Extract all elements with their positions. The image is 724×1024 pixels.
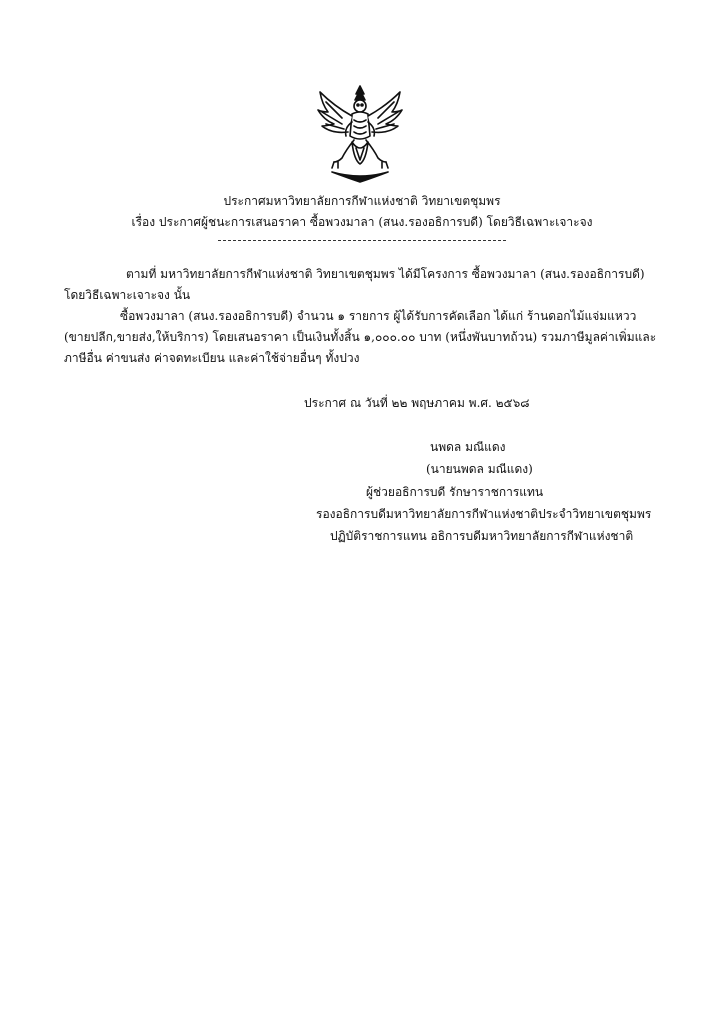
signer-position-2: รองอธิการบดีมหาวิทยาลัยการกีฬาแห่งชาติประจำวิทยาเขตชุมพร — [316, 507, 652, 521]
announcement-date: ประกาศ ณ วันที่ ๒๒ พฤษภาคม พ.ศ. ๒๕๖๘ — [304, 396, 530, 410]
signature-name: นพดล มณีแดง — [430, 440, 506, 454]
paragraph-2-line-2: (ขายปลีก,ขายส่ง,ให้บริการ) โดยเสนอราคา เป็นเงินทั้งสิ้น ๑,๐๐๐.๐๐ บาท (หนึ่งพันบาทถ้วน) รวมภาษีมูลค่าเพิ่มและ — [64, 330, 657, 344]
paragraph-1-line-2: โดยวิธีเฉพาะเจาะจง นั้น — [64, 288, 191, 302]
divider-line — [218, 240, 506, 241]
signer-position-3: ปฏิบัติราชการแทน อธิการบดีมหาวิทยาลัยการกีฬาแห่งชาติ — [330, 529, 634, 543]
garuda-emblem-icon — [312, 84, 408, 184]
signer-position-1: ผู้ช่วยอธิการบดี รักษาราชการแทน — [366, 485, 544, 499]
paragraph-2-line-1: ซื้อพวงมาลา (สนง.รองอธิการบดี) จำนวน ๑ รายการ ผู้ได้รับการคัดเลือก ได้แก่ ร้านดอกไม้แจ่มแหวว — [120, 309, 637, 323]
paragraph-2-line-3: ภาษีอื่น ค่าขนส่ง ค่าจดทะเบียน และค่าใช้จ่ายอื่นๆ ทั้งปวง — [64, 351, 360, 365]
announcement-subject: เรื่อง ประกาศผู้ชนะการเสนอราคา ซื้อพวงมาลา (สนง.รองอธิการบดี) โดยวิธีเฉพาะเจาะจง — [131, 215, 593, 229]
paragraph-1-line-1: ตามที่ มหาวิทยาลัยการกีฬาแห่งชาติ วิทยาเขตชุมพร ได้มีโครงการ ซื้อพวงมาลา (สนง.รองอธิการบดี) — [126, 267, 645, 281]
signer-printed-name: (นายนพดล มณีแดง) — [426, 462, 533, 476]
announcement-title: ประกาศมหาวิทยาลัยการกีฬาแห่งชาติ วิทยาเขตชุมพร — [223, 194, 501, 208]
